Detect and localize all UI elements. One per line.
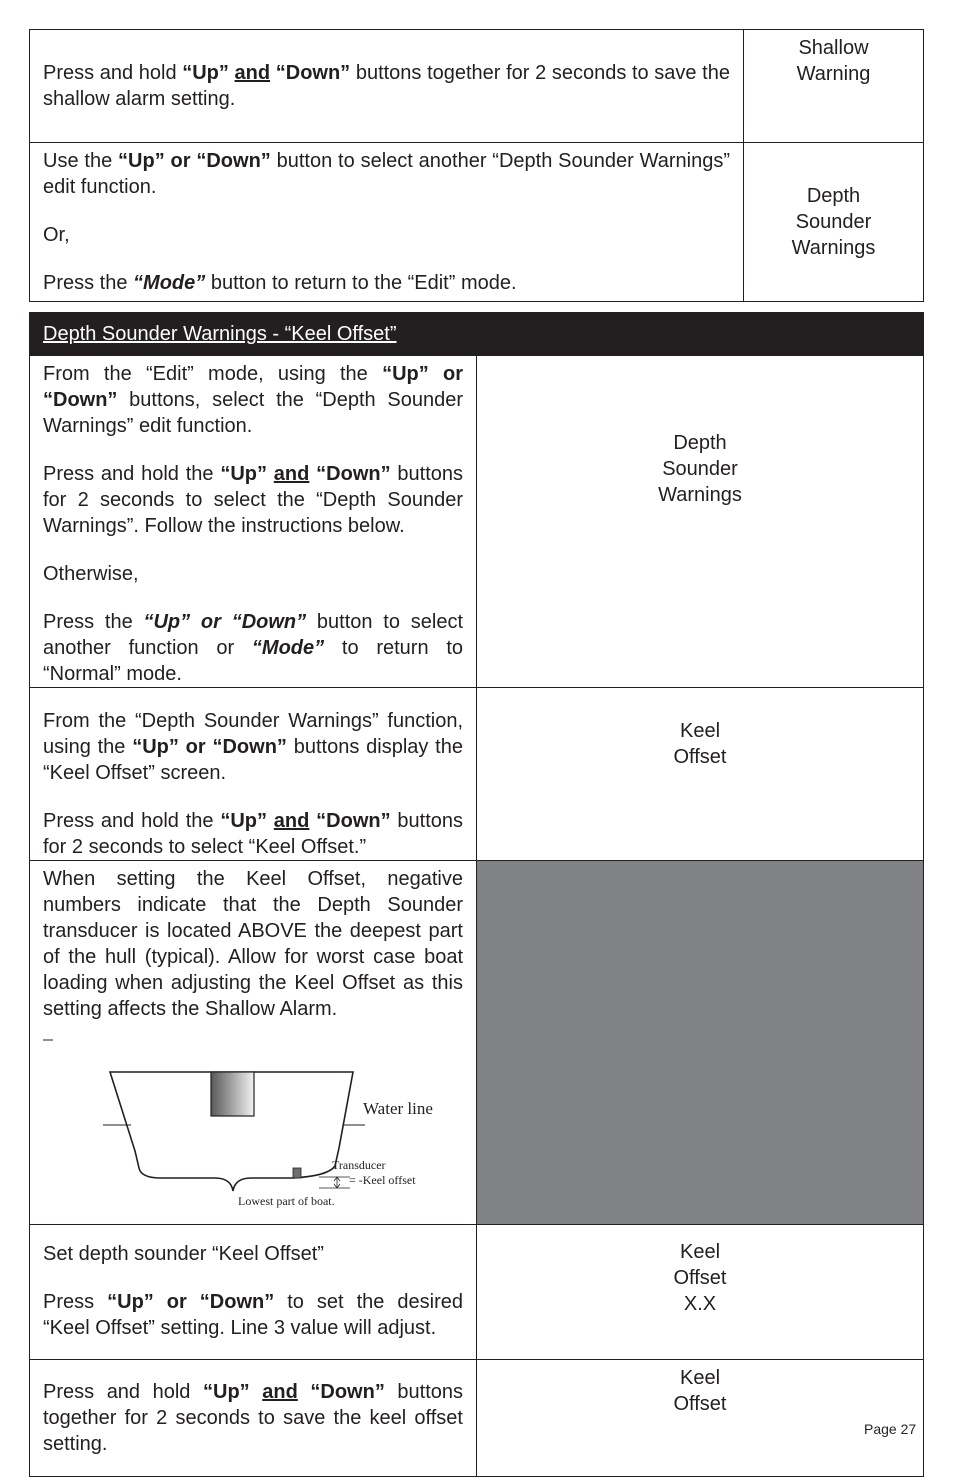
display-line: Offset <box>673 746 727 768</box>
transducer-label: Transducer <box>332 1158 386 1172</box>
instruction-text: When setting the Keel Offset, negative numbers indicate that the Depth Sounder transducer is located ABOVE the deepest part of the hull (typical). Allow for worst case boat loading when adjusting the Keel Offset as this setting affects the Shallow Alarm. <box>43 868 463 1020</box>
instruction-cell <box>30 30 744 143</box>
table-row <box>30 688 924 861</box>
instruction-cell <box>30 356 477 688</box>
display-line: X.X <box>683 1293 717 1315</box>
page-number: Page 27 <box>864 1421 917 1437</box>
display-line: Keel <box>679 1241 721 1263</box>
instruction-text: Press and hold “Up” and “Down” buttons together for 2 seconds to save the shallow alarm setting. <box>43 62 730 110</box>
display-cell-blank <box>477 861 924 1225</box>
display-cell <box>744 30 924 143</box>
table-row <box>30 356 924 688</box>
instruction-text: Press and hold the “Up” and “Down” buttons for 2 seconds to select “Keel Offset.” <box>43 810 464 858</box>
instruction-text: Otherwise, <box>43 563 139 585</box>
keel-offset-diagram <box>43 1028 463 1224</box>
display-line: Warnings <box>658 484 742 506</box>
display-line: Sounder <box>662 458 738 480</box>
instruction-text: Use the “Up” or “Down” button to select another “Depth Sounder Warnings” edit function. <box>43 150 731 198</box>
display-cell <box>744 143 924 302</box>
instruction-text: Press and hold the “Up” and “Down” buttons for 2 seconds to select the “Depth Sounder Warnings”. Follow the instructions below. <box>43 463 464 537</box>
display-line: Offset <box>673 1267 727 1289</box>
instruction-text: Press and hold “Up” and “Down” buttons together for 2 seconds to save the keel offset setting. <box>43 1381 463 1455</box>
display-line: Offset <box>673 1393 727 1415</box>
table-row <box>30 143 924 302</box>
display-cell <box>477 1225 924 1360</box>
instruction-text: Press “Up” or “Down” to set the desired “Keel Offset” setting. Line 3 value will adjust. <box>43 1291 463 1339</box>
keel-offset-label: = -Keel offset <box>349 1173 416 1187</box>
table-row <box>30 1225 924 1360</box>
instruction-text: From the “Edit” mode, using the “Up” or “Down” buttons, select the “Depth Sounder Warnings” edit function. <box>43 363 463 437</box>
table-row <box>30 861 924 1225</box>
section-header-row <box>30 313 924 356</box>
section-header: Depth Sounder Warnings - “Keel Offset” <box>30 313 924 356</box>
display-line: Warnings <box>791 237 876 259</box>
display-line: Warning <box>796 63 871 85</box>
instruction-cell <box>30 1225 477 1360</box>
table-shallow-warning <box>29 29 924 302</box>
instruction-text: From the “Depth Sounder Warnings” function, using the “Up” or “Down” buttons display the “Keel Offset” screen. <box>43 710 463 784</box>
display-line: Depth <box>673 432 727 454</box>
instruction-text: Or, <box>43 224 70 246</box>
instruction-text: Set depth sounder “Keel Offset” <box>43 1243 324 1265</box>
instruction-cell <box>30 1360 477 1477</box>
instruction-cell <box>30 143 744 302</box>
display-cell <box>477 688 924 861</box>
display-line: Depth <box>806 185 861 207</box>
table-keel-offset <box>29 312 924 1477</box>
instruction-text: Press the “Mode” button to return to the “Edit” mode. <box>43 272 517 294</box>
display-cell <box>477 356 924 688</box>
display-cell <box>477 1360 924 1477</box>
instruction-cell <box>30 688 477 861</box>
table-row <box>30 1360 924 1477</box>
transducer-icon <box>293 1168 301 1178</box>
cabin-block <box>211 1072 254 1116</box>
display-line: Keel <box>679 1367 721 1389</box>
display-line: Sounder <box>795 211 872 233</box>
instruction-cell <box>30 861 477 1225</box>
water-line-label: Water line <box>363 1099 433 1118</box>
lowest-part-label: Lowest part of boat. <box>238 1194 335 1208</box>
instruction-text: Press the “Up” or “Down” button to select another function or “Mode” to return to “Normal” mode. <box>43 611 463 685</box>
display-line: Shallow <box>798 37 869 59</box>
display-line: Keel <box>679 720 721 742</box>
table-row <box>30 30 924 143</box>
